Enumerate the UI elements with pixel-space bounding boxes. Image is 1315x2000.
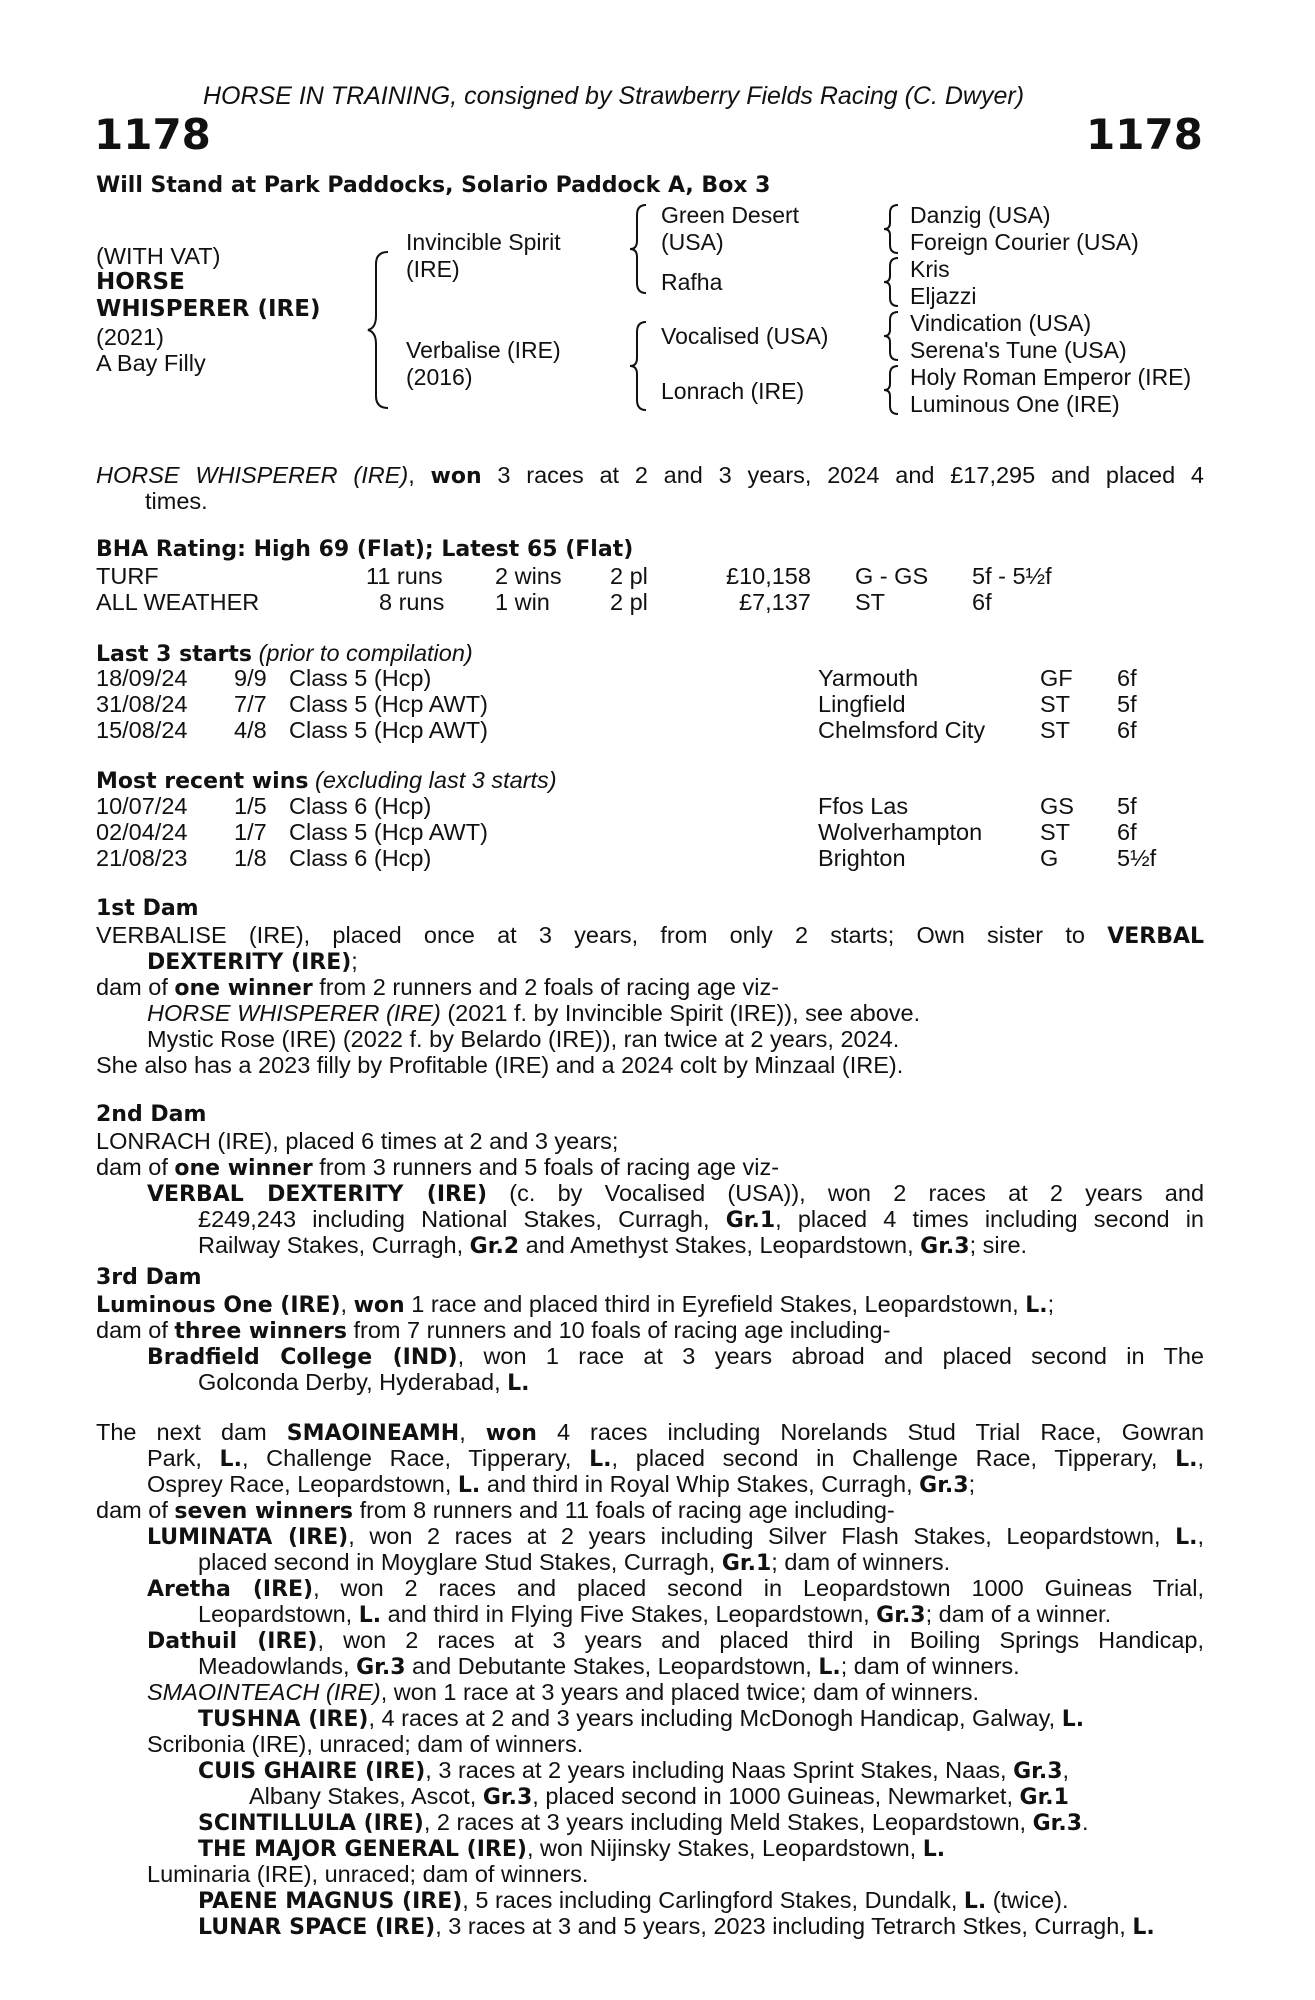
- pedigree-gg-6: Serena's Tune (USA): [910, 337, 1127, 363]
- second-dam-heading: 2nd Dam: [96, 1102, 207, 1127]
- stand-location: Will Stand at Park Paddocks, Solario Paddock A, Box 3: [96, 173, 771, 198]
- pedigree-sire-line1: Invincible Spirit: [406, 229, 561, 255]
- third-dam-line1: Luminous One (IRE), won 1 race and placed third in Eyrefield Stakes, Leopardstown, L.;: [96, 1291, 1055, 1318]
- next-dam-line11: SMAOINTEACH (IRE), won 1 race at 3 years and placed twice; dam of winners.: [147, 1679, 979, 1705]
- next-dam-line13: Scribonia (IRE), unraced; dam of winners.: [147, 1731, 584, 1757]
- next-dam-line19: PAENE MAGNUS (IRE), 5 races including Carlingford Stakes, Dundalk, L. (twice).: [198, 1887, 1069, 1914]
- next-dam-line14: CUIS GHAIRE (IRE), 3 races at 2 years including Naas Sprint Stakes, Naas, Gr.3,: [198, 1757, 1070, 1784]
- lot-number-left: 1178: [94, 110, 211, 159]
- second-dam-line4: £249,243 including National Stakes, Curragh, Gr.1, placed 4 times including second in: [198, 1206, 1204, 1233]
- third-dam-heading: 3rd Dam: [96, 1265, 202, 1290]
- pedigree-gg-1: Danzig (USA): [910, 202, 1051, 228]
- first-dam-line3: dam of one winner from 2 runners and 2 foals of racing age viz-: [96, 974, 780, 1001]
- pedigree-sire-line2: (IRE): [406, 256, 460, 282]
- second-dam-line3: VERBAL DEXTERITY (IRE) (c. by Vocalised (USA)), won 2 races at 2 years and: [147, 1180, 1205, 1207]
- horse-name-line2: WHISPERER (IRE): [96, 296, 321, 322]
- first-dam-heading: 1st Dam: [96, 896, 199, 921]
- next-dam-line18: Luminaria (IRE), unraced; dam of winners.: [147, 1861, 589, 1887]
- pedigree-sire-dam: Rafha: [661, 269, 723, 295]
- next-dam-line12: TUSHNA (IRE), 4 races at 2 and 3 years including McDonogh Handicap, Galway, L.: [198, 1705, 1085, 1732]
- pedigree-gg-2: Foreign Courier (USA): [910, 229, 1139, 255]
- first-dam-line6: She also has a 2023 filly by Profitable (IRE) and a 2024 colt by Minzaal (IRE).: [96, 1052, 904, 1078]
- catalogue-page: HORSE IN TRAINING, consigned by Strawberry Fields Racing (C. Dwyer) 1178 1178 Will Stand at Park Paddocks, Solario Paddock A, Box 3 (WITH VAT) HORSE WHISPERER (IRE) (2021) A Bay Filly Invincible Spirit (IRE) Verbalise (IRE) (2016) Green Desert (USA) Rafha Vocalised (USA) Lonrach (IRE) Danzig (USA) Foreign Courier (USA) Kris Eljazzi Vindication (USA) Serena's Tune (USA) Holy Roman Emperor (IRE) Luminous One (IRE) HORSE WHISPERER (IRE), won 3 races at 2 and 3 years, 2024 and £17,295 and placed 4 times. BHA Rating: High 69 (Flat); Latest 65 (Flat) TURF 11 runs 2 wins 2 pl £10,158 G - GS 5f - 5½f ALL WEATHER 8 runs 1 win 2 pl £7,137 ST 6f Last 3 starts (prior to compilation) 18/09/24 9/9 Class 5 (Hcp) Yarmouth GF 6f 31/08/24 7/7 Class 5 (Hcp AWT) Lingfield ST 5f 15/08/24 4/8 Class 5 (Hcp AWT) Chelmsford City ST 6f Most recent wins (excluding last 3 starts) 10/07/24 1/5 Class 6 (Hcp) Ffos Las GS 5f 02/04/24 1/7 Class 5 (Hcp AWT) Wolverhampton ST 6f 21/08/23 1/8 Class 6 (Hcp) Brighton G 5½f 1st Dam VERBALISE (IRE), placed once at 3 years, from only 2 starts; Own sister to VERBAL DEXTERITY (IRE); dam of one winner from 2 runners and 2 foals of racing age viz- HORSE WHISPERER (IRE) (2021 f. by Invincible Spirit (IRE)), see above. Mystic Rose (IRE) (2022 f. by Belardo (IRE)), ran twice at 2 years, 2024. She also has a 2023 filly by Profitable (IRE) and a 2024 colt by Minzaal (IRE). 2nd Dam LONRACH (IRE), placed 6 times at 2 and 3 years; dam of one winner from 3 runners and 5 foals of racing age viz- VERBAL DEXTERITY (IRE) (c. by Vocalised (USA)), won 2 races at 2 years and £249,243 including National Stakes, Curragh, Gr.1, placed 4 times including second in Railway Stakes, Curragh, Gr.2 and Amethyst Stakes, Leopardstown, Gr.3; sire. 3rd Dam Luminous One (IRE), won 1 race and placed third in Eyrefield Stakes, Leopardstown, L.; dam of three winners from 7 runners and 10 foals of racing age including- Bradfield College (IND), won 1 race at 3 years abroad and placed second in The Golconda Derby, Hyderabad, L. The next dam SMAOINEAMH, won 4 races including Norelands Stud Trial Race, Gowran Park, L., Challenge Race, Tipperary, L., placed second in Challenge Race, Tipperary, L., Osprey Race, Leopardstown, L. and third in Royal Whip Stakes, Curragh, Gr.3; dam of seven winners from 8 runners and 11 foals of racing age including- LUMINATA (IRE), won 2 races at 2 years including Silver Flash Stakes, Leopardstown, L., placed second in Moyglare Stud Stakes, Curragh, Gr.1; dam of winners. Aretha (IRE), won 2 races and placed second in Leopardstown 1000 Guineas Trial, Leopardstown, L. and third in Flying Five Stakes, Leopardstown, Gr.3; dam of a winner. Dathuil (IRE), won 2 races at 3 years and placed third in Boiling Springs Handicap, Meadowlands, Gr.3 and Debutante Stakes, Leopardstown, L.; dam of winners. SMAOINTEACH (IRE), won 1 race at 3 years and placed twice; dam of winners. TUSHNA (IRE), 4 races at 2 and 3 years including McDonogh Handicap, Galway, L. Scribonia (IRE), unraced; dam of winners. CUIS GHAIRE (IRE), 3 races at 2 years including Naas Sprint Stakes, Naas, Gr.3, Albany Stakes, Ascot, Gr.3, placed second in 1000 Guineas, Newmarket, Gr.1 SCINTILLULA (IRE), 2 races at 3 years including Meld Stakes, Leopardstown, Gr.3. THE MAJOR GENERAL (IRE), won Nijinsky Stakes, Leopardstown, L. Luminaria (IRE), unraced; dam of winners. PAENE MAGNUS (IRE), 5 races including Carlingford Stakes, Dundalk, L. (twice). LUNAR SPACE (IRE), 3 races at 3 and 5 years, 2023 including Tetrarch Stkes, Curragh, L.: [94, 82, 1205, 1940]
- pedigree-gg-8: Luminous One (IRE): [910, 391, 1120, 417]
- pedigree-gg-7: Holy Roman Emperor (IRE): [910, 364, 1192, 390]
- pedigree-dam-line1: Verbalise (IRE): [406, 337, 561, 363]
- next-dam-line10: Meadowlands, Gr.3 and Debutante Stakes, Leopardstown, L.; dam of winners.: [198, 1653, 1020, 1680]
- pedigree-brace-sire: [628, 203, 654, 295]
- recent-wins-heading: Most recent wins (excluding last 3 starts): [96, 767, 557, 794]
- pedigree-gg-3: Kris: [910, 256, 950, 282]
- pedigree-dam-dam: Lonrach (IRE): [661, 378, 805, 404]
- next-dam-line3: Osprey Race, Leopardstown, L. and third in Royal Whip Stakes, Curragh, Gr.3;: [147, 1471, 976, 1498]
- second-dam-line1: LONRACH (IRE), placed 6 times at 2 and 3 years;: [96, 1128, 619, 1154]
- third-dam-line4: Golconda Derby, Hyderabad, L.: [198, 1369, 530, 1396]
- first-dam-line5: Mystic Rose (IRE) (2022 f. by Belardo (IRE)), ran twice at 2 years, 2024.: [147, 1026, 900, 1052]
- pedigree-sire-sire-line2: (USA): [661, 229, 724, 255]
- pedigree-brace-g4: [882, 364, 904, 416]
- next-dam-line17: THE MAJOR GENERAL (IRE), won Nijinsky Stakes, Leopardstown, L.: [198, 1835, 946, 1862]
- first-dam-line2: DEXTERITY (IRE);: [147, 948, 358, 975]
- pedigree-sire-sire-line1: Green Desert: [661, 202, 800, 228]
- pedigree-dam-sire: Vocalised (USA): [661, 323, 829, 349]
- race-summary-cont: times.: [145, 488, 208, 514]
- next-dam-line6: placed second in Moyglare Stud Stakes, Curragh, Gr.1; dam of winners.: [198, 1549, 951, 1576]
- next-dam-line2: Park, L., Challenge Race, Tipperary, L., placed second in Challenge Race, Tipperary, L.,: [147, 1445, 1205, 1472]
- next-dam-line15: Albany Stakes, Ascot, Gr.3, placed second in 1000 Guineas, Newmarket, Gr.1: [249, 1783, 1069, 1810]
- horse-description: A Bay Filly: [96, 350, 206, 376]
- first-dam-line1: VERBALISE (IRE), placed once at 3 years, from only 2 starts; Own sister to VERBAL: [96, 922, 1205, 949]
- second-dam-line2: dam of one winner from 3 runners and 5 foals of racing age viz-: [96, 1154, 780, 1181]
- foaling-year: (2021): [96, 324, 164, 350]
- second-dam-line5: Railway Stakes, Curragh, Gr.2 and Amethyst Stakes, Leopardstown, Gr.3; sire.: [198, 1232, 1028, 1259]
- consignment-line: HORSE IN TRAINING, consigned by Strawberry Fields Racing (C. Dwyer): [203, 82, 1025, 110]
- next-dam-line4: dam of seven winners from 8 runners and 11 foals of racing age including-: [96, 1497, 895, 1524]
- next-dam-line7: Aretha (IRE), won 2 races and placed second in Leopardstown 1000 Guineas Trial,: [147, 1575, 1204, 1602]
- next-dam-line1: The next dam SMAOINEAMH, won 4 races including Norelands Stud Trial Race, Gowran: [96, 1419, 1205, 1446]
- pedigree-gg-4: Eljazzi: [910, 283, 977, 309]
- next-dam-line20: LUNAR SPACE (IRE), 3 races at 3 and 5 years, 2023 including Tetrarch Stkes, Curragh, L.: [198, 1913, 1155, 1940]
- next-dam-line9: Dathuil (IRE), won 2 races at 3 years and placed third in Boiling Springs Handicap,: [147, 1627, 1204, 1654]
- next-dam-line5: LUMINATA (IRE), won 2 races at 2 years including Silver Flash Stakes, Leopardstown, L.,: [147, 1523, 1205, 1550]
- first-dam-line4: HORSE WHISPERER (IRE) (2021 f. by Invincible Spirit (IRE)), see above.: [147, 1000, 921, 1026]
- third-dam-line3: Bradfield College (IND), won 1 race at 3 years abroad and placed second in The: [147, 1343, 1204, 1370]
- bha-rating-heading: BHA Rating: High 69 (Flat); Latest 65 (Flat): [96, 537, 634, 562]
- pedigree-brace-dam: [628, 320, 654, 412]
- pedigree-gg-5: Vindication (USA): [910, 310, 1092, 336]
- pedigree-brace-main: [366, 250, 396, 410]
- lot-number-right: 1178: [1086, 110, 1203, 159]
- pedigree-brace-g1: [882, 203, 904, 255]
- next-dam-line8: Leopardstown, L. and third in Flying Five Stakes, Leopardstown, Gr.3; dam of a winner.: [198, 1601, 1112, 1628]
- horse-name-line1: HORSE: [96, 269, 185, 295]
- pedigree-dam-line2: (2016): [406, 364, 473, 390]
- next-dam-line16: SCINTILLULA (IRE), 2 races at 3 years including Meld Stakes, Leopardstown, Gr.3.: [198, 1809, 1089, 1836]
- pedigree-brace-g3: [882, 310, 904, 362]
- third-dam-line2: dam of three winners from 7 runners and 10 foals of racing age including-: [96, 1317, 891, 1344]
- pedigree-brace-g2: [882, 256, 904, 308]
- vat-note: (WITH VAT): [96, 243, 221, 269]
- race-summary: HORSE WHISPERER (IRE), won 3 races at 2 and 3 years, 2024 and £17,295 and placed 4: [96, 462, 1204, 489]
- last-starts-heading: Last 3 starts (prior to compilation): [96, 640, 473, 667]
